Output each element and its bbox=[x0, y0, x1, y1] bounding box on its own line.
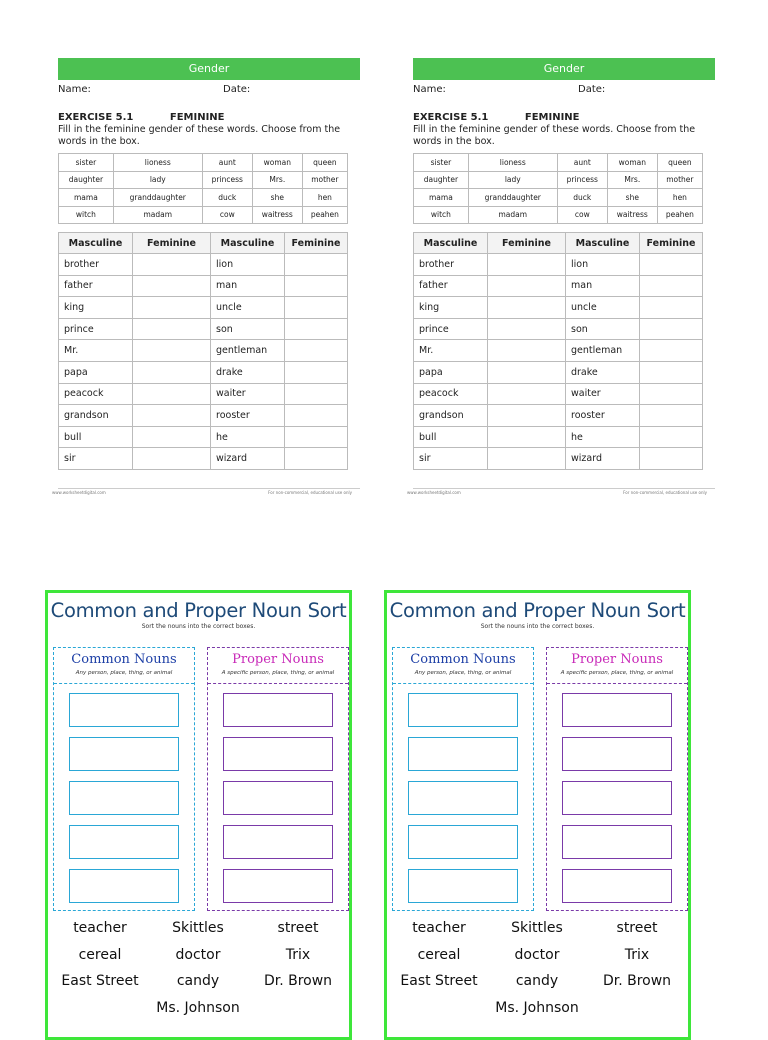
table-row bbox=[414, 426, 703, 448]
feminine-answer-cell[interactable] bbox=[488, 426, 566, 448]
masculine-word: papa bbox=[59, 361, 133, 383]
feminine-answer-cell[interactable] bbox=[285, 297, 348, 319]
word-box-cell: woman bbox=[252, 154, 302, 172]
column-header: Masculine bbox=[566, 233, 640, 254]
feminine-answer-cell[interactable] bbox=[133, 254, 211, 276]
feminine-answer-cell[interactable] bbox=[640, 361, 703, 383]
common-noun-answer-box[interactable] bbox=[69, 737, 179, 771]
word-box-cell: mama bbox=[414, 189, 469, 207]
noun-word: street bbox=[616, 920, 658, 936]
word-box-cell: waitress bbox=[252, 206, 302, 224]
masculine-word: brother bbox=[414, 254, 488, 276]
feminine-answer-cell[interactable] bbox=[640, 254, 703, 276]
masculine-word: peacock bbox=[59, 383, 133, 405]
table-row bbox=[59, 361, 348, 383]
masculine-word: son bbox=[211, 318, 285, 340]
common-nouns-description: Any person, place, thing, or animal bbox=[414, 670, 512, 676]
worksheet-footer bbox=[407, 488, 715, 497]
word-box-cell: she bbox=[607, 189, 657, 207]
table-row bbox=[414, 340, 703, 362]
proper-nouns-column bbox=[207, 647, 349, 911]
word-box-row bbox=[414, 189, 703, 207]
table-row bbox=[59, 275, 348, 297]
table-row bbox=[59, 297, 348, 319]
worksheet-footer bbox=[52, 488, 360, 497]
gender-table bbox=[58, 232, 348, 470]
proper-noun-answer-box[interactable] bbox=[223, 825, 333, 859]
common-nouns-column bbox=[53, 647, 195, 911]
proper-noun-answer-box[interactable] bbox=[562, 781, 672, 815]
word-box-cell: lioness bbox=[468, 154, 557, 172]
masculine-word: sir bbox=[59, 448, 133, 470]
noun-sort-title: Common and Proper Noun Sort bbox=[50, 599, 347, 622]
masculine-word: rooster bbox=[566, 405, 640, 427]
masculine-word: gentleman bbox=[566, 340, 640, 362]
common-noun-answer-box[interactable] bbox=[69, 825, 179, 859]
table-row bbox=[59, 340, 348, 362]
noun-word-bank bbox=[387, 920, 688, 1026]
feminine-answer-cell[interactable] bbox=[640, 426, 703, 448]
feminine-answer-cell[interactable] bbox=[285, 383, 348, 405]
table-row bbox=[59, 405, 348, 427]
footer-note: For non-commercial, educational use only bbox=[268, 489, 352, 495]
feminine-answer-cell[interactable] bbox=[640, 275, 703, 297]
feminine-answer-cell[interactable] bbox=[133, 383, 211, 405]
name-date-row bbox=[413, 84, 715, 100]
masculine-word: father bbox=[414, 275, 488, 297]
feminine-answer-cell[interactable] bbox=[488, 383, 566, 405]
masculine-word: wizard bbox=[566, 448, 640, 470]
noun-word: Dr. Brown bbox=[602, 973, 672, 989]
noun-word: Ms. Johnson bbox=[156, 999, 240, 1016]
common-noun-answer-box[interactable] bbox=[69, 781, 179, 815]
masculine-word: waiter bbox=[211, 383, 285, 405]
masculine-word: uncle bbox=[211, 297, 285, 319]
footer-site: www.worksheetdigital.com bbox=[407, 489, 461, 495]
feminine-answer-cell[interactable] bbox=[133, 318, 211, 340]
word-box-cell: cow bbox=[557, 206, 607, 224]
word-box-cell: duck bbox=[557, 189, 607, 207]
exercise-heading bbox=[58, 112, 360, 123]
common-noun-answer-box[interactable] bbox=[408, 693, 518, 727]
column-header: Masculine bbox=[59, 233, 133, 254]
noun-word: Trix bbox=[285, 946, 311, 963]
word-box-cell: madam bbox=[468, 206, 557, 224]
table-row bbox=[59, 448, 348, 470]
word-box-cell: hen bbox=[657, 189, 702, 207]
worksheet-banner: Gender bbox=[413, 58, 715, 80]
gender-worksheet bbox=[52, 58, 360, 497]
feminine-answer-cell[interactable] bbox=[640, 405, 703, 427]
proper-nouns-heading: Proper Nouns bbox=[571, 652, 663, 667]
feminine-answer-cell[interactable] bbox=[488, 361, 566, 383]
masculine-word: papa bbox=[414, 361, 488, 383]
proper-noun-answer-box[interactable] bbox=[562, 737, 672, 771]
gender-worksheet bbox=[407, 58, 715, 497]
noun-word: teacher bbox=[73, 920, 127, 936]
feminine-answer-cell[interactable] bbox=[285, 426, 348, 448]
word-box-cell: queen bbox=[302, 154, 347, 172]
masculine-word: gentleman bbox=[211, 340, 285, 362]
column-header: Masculine bbox=[211, 233, 285, 254]
common-noun-answer-box[interactable] bbox=[69, 693, 179, 727]
feminine-answer-cell[interactable] bbox=[488, 297, 566, 319]
masculine-word: he bbox=[211, 426, 285, 448]
noun-sort-subtitle: Sort the nouns into the correct boxes. bbox=[141, 623, 256, 630]
feminine-answer-cell[interactable] bbox=[640, 448, 703, 470]
word-box-cell: witch bbox=[59, 206, 114, 224]
word-box-cell: duck bbox=[202, 189, 252, 207]
feminine-answer-cell[interactable] bbox=[285, 340, 348, 362]
masculine-word: grandson bbox=[414, 405, 488, 427]
masculine-word: Mr. bbox=[414, 340, 488, 362]
table-row bbox=[59, 318, 348, 340]
proper-nouns-header bbox=[208, 648, 348, 684]
masculine-word: uncle bbox=[566, 297, 640, 319]
gender-table bbox=[413, 232, 703, 470]
word-box-row bbox=[414, 206, 703, 224]
word-box-cell: peahen bbox=[657, 206, 702, 224]
feminine-answer-cell[interactable] bbox=[285, 275, 348, 297]
proper-noun-answer-box[interactable] bbox=[562, 693, 672, 727]
noun-word: cereal bbox=[417, 946, 461, 963]
noun-word: Skittles bbox=[172, 920, 224, 936]
masculine-word: son bbox=[566, 318, 640, 340]
feminine-answer-cell[interactable] bbox=[133, 275, 211, 297]
column-header: Feminine bbox=[640, 233, 703, 254]
word-bank-row bbox=[387, 947, 688, 974]
column-header: Feminine bbox=[488, 233, 566, 254]
proper-nouns-column bbox=[546, 647, 688, 911]
word-box-row bbox=[59, 189, 348, 207]
word-box-cell: granddaughter bbox=[113, 189, 202, 207]
noun-word-bank bbox=[48, 920, 349, 1026]
feminine-answer-cell[interactable] bbox=[488, 254, 566, 276]
masculine-word: bull bbox=[414, 426, 488, 448]
word-box-row bbox=[59, 154, 348, 172]
noun-sort-title: Common and Proper Noun Sort bbox=[389, 599, 686, 622]
feminine-answer-cell[interactable] bbox=[133, 340, 211, 362]
noun-word: candy bbox=[176, 973, 220, 989]
noun-word: candy bbox=[515, 973, 559, 989]
word-box-cell: madam bbox=[113, 206, 202, 224]
word-box-cell: queen bbox=[657, 154, 702, 172]
word-box-cell: daughter bbox=[414, 171, 469, 189]
word-box-cell: witch bbox=[414, 206, 469, 224]
worksheet-banner: Gender bbox=[58, 58, 360, 80]
word-box bbox=[58, 153, 348, 224]
noun-word: doctor bbox=[175, 946, 221, 963]
masculine-word: brother bbox=[59, 254, 133, 276]
table-row bbox=[59, 426, 348, 448]
column-header: Feminine bbox=[133, 233, 211, 254]
masculine-word: man bbox=[566, 275, 640, 297]
name-label: Name: bbox=[58, 84, 91, 95]
word-box bbox=[413, 153, 703, 224]
common-noun-answer-box[interactable] bbox=[69, 869, 179, 903]
noun-sort-subtitle: Sort the nouns into the correct boxes. bbox=[480, 623, 595, 630]
word-box-cell: aunt bbox=[202, 154, 252, 172]
proper-noun-answer-box[interactable] bbox=[562, 869, 672, 903]
name-date-row bbox=[58, 84, 360, 100]
masculine-word: king bbox=[414, 297, 488, 319]
word-box-cell: mama bbox=[59, 189, 114, 207]
masculine-word: waiter bbox=[566, 383, 640, 405]
masculine-word: prince bbox=[59, 318, 133, 340]
feminine-answer-cell[interactable] bbox=[640, 297, 703, 319]
noun-sort-sheet bbox=[45, 590, 352, 1040]
word-box-cell: she bbox=[252, 189, 302, 207]
word-box-cell: sister bbox=[414, 154, 469, 172]
feminine-answer-cell[interactable] bbox=[285, 254, 348, 276]
feminine-answer-cell[interactable] bbox=[285, 405, 348, 427]
common-noun-answer-box[interactable] bbox=[408, 781, 518, 815]
masculine-word: bull bbox=[59, 426, 133, 448]
column-header: Masculine bbox=[414, 233, 488, 254]
masculine-word: drake bbox=[211, 361, 285, 383]
common-nouns-header bbox=[54, 648, 194, 684]
proper-noun-answer-box[interactable] bbox=[223, 737, 333, 771]
word-box-cell: sister bbox=[59, 154, 114, 172]
masculine-word: wizard bbox=[211, 448, 285, 470]
exercise-number: EXERCISE 5.1 bbox=[58, 112, 134, 123]
feminine-answer-cell[interactable] bbox=[133, 405, 211, 427]
word-box-cell: lady bbox=[113, 171, 202, 189]
feminine-answer-cell[interactable] bbox=[285, 448, 348, 470]
masculine-word: man bbox=[211, 275, 285, 297]
noun-word: East Street bbox=[400, 973, 478, 989]
common-nouns-header bbox=[393, 648, 533, 684]
noun-word: doctor bbox=[514, 946, 560, 963]
masculine-word: rooster bbox=[211, 405, 285, 427]
proper-noun-answer-box[interactable] bbox=[562, 825, 672, 859]
word-box-cell: waitress bbox=[607, 206, 657, 224]
masculine-word: prince bbox=[414, 318, 488, 340]
table-row bbox=[59, 383, 348, 405]
exercise-type: FEMININE bbox=[169, 112, 225, 123]
word-box-row bbox=[414, 171, 703, 189]
common-nouns-column bbox=[392, 647, 534, 911]
noun-word: Trix bbox=[624, 946, 650, 963]
masculine-word: drake bbox=[566, 361, 640, 383]
noun-word: teacher bbox=[412, 920, 466, 936]
feminine-answer-cell[interactable] bbox=[640, 383, 703, 405]
name-label: Name: bbox=[413, 84, 446, 95]
footer-site: www.worksheetdigital.com bbox=[52, 489, 106, 495]
word-box-cell: mother bbox=[302, 171, 347, 189]
word-bank-row bbox=[48, 920, 349, 947]
exercise-number: EXERCISE 5.1 bbox=[413, 112, 489, 123]
word-bank-row bbox=[387, 1000, 688, 1027]
word-bank-row bbox=[387, 973, 688, 1000]
feminine-answer-cell[interactable] bbox=[133, 448, 211, 470]
proper-noun-answer-box[interactable] bbox=[223, 869, 333, 903]
feminine-answer-cell[interactable] bbox=[488, 405, 566, 427]
feminine-answer-cell[interactable] bbox=[285, 318, 348, 340]
table-row bbox=[414, 297, 703, 319]
feminine-answer-cell[interactable] bbox=[488, 275, 566, 297]
table-row bbox=[414, 275, 703, 297]
word-box-cell: mother bbox=[657, 171, 702, 189]
word-bank-row bbox=[48, 1000, 349, 1027]
common-nouns-heading: Common Nouns bbox=[410, 652, 516, 667]
word-box-cell: Mrs. bbox=[252, 171, 302, 189]
feminine-answer-cell[interactable] bbox=[640, 340, 703, 362]
feminine-answer-cell[interactable] bbox=[133, 426, 211, 448]
instructions: Fill in the feminine gender of these words. Choose from the words in the box. bbox=[58, 124, 341, 147]
word-box-row bbox=[59, 171, 348, 189]
masculine-word: grandson bbox=[59, 405, 133, 427]
word-bank-row bbox=[48, 973, 349, 1000]
word-box-cell: daughter bbox=[59, 171, 114, 189]
masculine-word: king bbox=[59, 297, 133, 319]
noun-word: East Street bbox=[61, 973, 139, 989]
word-box-cell: princess bbox=[202, 171, 252, 189]
noun-word: Dr. Brown bbox=[263, 973, 333, 989]
noun-word: Skittles bbox=[511, 920, 563, 936]
proper-nouns-heading: Proper Nouns bbox=[232, 652, 324, 667]
proper-nouns-description: A specific person, place, thing, or animal bbox=[560, 670, 674, 676]
word-box-cell: granddaughter bbox=[468, 189, 557, 207]
feminine-answer-cell[interactable] bbox=[285, 361, 348, 383]
noun-sort-sheet bbox=[384, 590, 691, 1040]
feminine-answer-cell[interactable] bbox=[133, 361, 211, 383]
masculine-word: sir bbox=[414, 448, 488, 470]
table-row bbox=[414, 405, 703, 427]
word-box-cell: aunt bbox=[557, 154, 607, 172]
word-box-row bbox=[414, 154, 703, 172]
masculine-word: Mr. bbox=[59, 340, 133, 362]
table-row bbox=[414, 361, 703, 383]
noun-word: cereal bbox=[78, 946, 122, 963]
word-bank-row bbox=[48, 947, 349, 974]
common-nouns-heading: Common Nouns bbox=[71, 652, 177, 667]
noun-word: street bbox=[277, 920, 319, 936]
exercise-heading bbox=[413, 112, 715, 123]
masculine-word: peacock bbox=[414, 383, 488, 405]
feminine-answer-cell[interactable] bbox=[133, 297, 211, 319]
instructions: Fill in the feminine gender of these words. Choose from the words in the box. bbox=[413, 124, 696, 147]
word-box-cell: woman bbox=[607, 154, 657, 172]
masculine-word: lion bbox=[211, 254, 285, 276]
feminine-answer-cell[interactable] bbox=[488, 448, 566, 470]
date-label: Date: bbox=[223, 84, 251, 95]
masculine-word: lion bbox=[566, 254, 640, 276]
word-box-row bbox=[59, 206, 348, 224]
column-header: Feminine bbox=[285, 233, 348, 254]
table-row bbox=[59, 254, 348, 276]
common-noun-answer-box[interactable] bbox=[408, 825, 518, 859]
word-box-cell: lioness bbox=[113, 154, 202, 172]
date-label: Date: bbox=[578, 84, 606, 95]
masculine-word: father bbox=[59, 275, 133, 297]
table-row bbox=[414, 318, 703, 340]
common-nouns-description: Any person, place, thing, or animal bbox=[75, 670, 173, 676]
common-noun-answer-box[interactable] bbox=[408, 869, 518, 903]
word-bank-row bbox=[387, 920, 688, 947]
common-noun-answer-box[interactable] bbox=[408, 737, 518, 771]
table-row bbox=[414, 254, 703, 276]
table-row bbox=[414, 383, 703, 405]
word-box-cell: cow bbox=[202, 206, 252, 224]
word-box-cell: peahen bbox=[302, 206, 347, 224]
proper-nouns-description: A specific person, place, thing, or animal bbox=[221, 670, 335, 676]
proper-noun-answer-box[interactable] bbox=[223, 693, 333, 727]
footer-note: For non-commercial, educational use only bbox=[623, 489, 707, 495]
feminine-answer-cell[interactable] bbox=[488, 318, 566, 340]
masculine-word: he bbox=[566, 426, 640, 448]
word-box-cell: lady bbox=[468, 171, 557, 189]
exercise-type: FEMININE bbox=[524, 112, 580, 123]
proper-nouns-header bbox=[547, 648, 687, 684]
word-box-cell: Mrs. bbox=[607, 171, 657, 189]
proper-noun-answer-box[interactable] bbox=[223, 781, 333, 815]
table-row bbox=[414, 448, 703, 470]
noun-word: Ms. Johnson bbox=[495, 999, 579, 1016]
feminine-answer-cell[interactable] bbox=[488, 340, 566, 362]
feminine-answer-cell[interactable] bbox=[640, 318, 703, 340]
word-box-cell: hen bbox=[302, 189, 347, 207]
word-box-cell: princess bbox=[557, 171, 607, 189]
